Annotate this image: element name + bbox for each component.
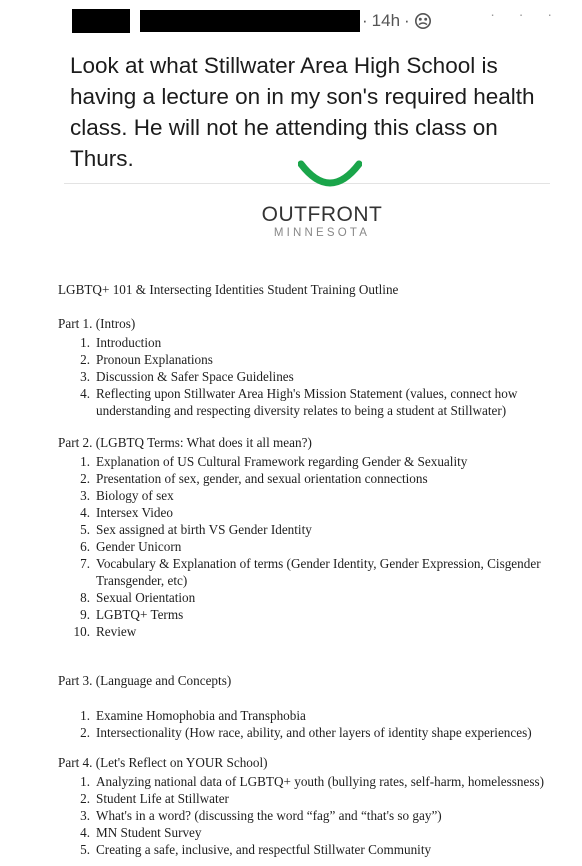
list-item-line: Vocabulary & Explanation of terms (Gender Identity, Gender Expression, Cisgender [96, 556, 541, 571]
list-item-number: 2. [80, 791, 90, 806]
list-item-number: 8. [80, 590, 90, 605]
list-item-number: 4. [80, 386, 90, 401]
list-item-text [96, 521, 578, 538]
list-item-line: Intersex Video [96, 505, 173, 520]
list-item-number: 5. [80, 842, 90, 857]
logo-subtitle: MINNESOTA [273, 227, 371, 239]
list-item-text [96, 385, 578, 419]
list-item [58, 470, 578, 487]
document-title: LGBTQ+ 101 & Intersecting Identities Student Training Outline [58, 282, 399, 297]
list-item-line: Explanation of US Cultural Framework regarding Gender & Sexuality [96, 454, 468, 469]
list-item [58, 707, 578, 724]
list-item-text [96, 351, 578, 368]
post-time[interactable]: 14h [371, 11, 401, 30]
list-item-number: 1. [80, 335, 90, 350]
list-item-number: 6. [80, 539, 90, 554]
list-item-line: Discussion & Safer Space Guidelines [96, 369, 294, 384]
list-item [58, 368, 578, 385]
list-item-text [96, 504, 578, 521]
list-item-number: 2. [80, 725, 90, 740]
list-item-line: Presentation of sex, gender, and sexual orientation connections [96, 471, 428, 486]
list-item-number: 2. [80, 352, 90, 367]
list-item-number: 9. [80, 607, 90, 622]
list-item-line: Introduction [96, 335, 162, 350]
list-item-number: 5. [80, 522, 90, 537]
list-item [58, 334, 578, 351]
list-item-number: 10. [73, 624, 90, 639]
redacted-author-name[interactable] [140, 10, 360, 32]
post-text: Look at what Stillwater Area High School is having a lecture on in my son's required health class. He will not he attending this class on Thurs. [70, 53, 535, 171]
part-heading-2: Part 2. (LGBTQ Terms: What does it all mean?) [58, 435, 312, 450]
list-item [58, 453, 578, 470]
list-item-line: Student Life at Stillwater [96, 791, 229, 806]
list-item-number: 3. [80, 369, 90, 384]
list-item [58, 807, 578, 824]
list-item-text [96, 623, 578, 640]
list-item-number: 1. [80, 454, 90, 469]
list-item-line: Intersectionality (How race, ability, and other layers of identity shape experiences) [96, 725, 532, 740]
list-item [58, 521, 578, 538]
list-item-text [96, 555, 578, 589]
list-item [58, 351, 578, 368]
list-item-continuation: understanding and respecting diversity relates to being a student at Stillwater) [96, 403, 507, 418]
audience-friends-icon[interactable] [414, 12, 432, 30]
list-item-number: 7. [80, 556, 90, 571]
list-item-line: Pronoun Explanations [96, 352, 213, 367]
list-item [58, 623, 578, 640]
list-item-line: LGBTQ+ Terms [96, 607, 184, 622]
list-item-number: 1. [80, 774, 90, 789]
list-item [58, 724, 578, 741]
list-item [58, 487, 578, 504]
list-item-line: Sex assigned at birth VS Gender Identity [96, 522, 312, 537]
list-item [58, 790, 578, 807]
list-item-text [96, 724, 578, 741]
list-item-text [96, 589, 578, 606]
part-heading-3: Part 3. (Language and Concepts) [58, 673, 232, 688]
part-heading-1: Part 1. (Intros) [58, 316, 136, 331]
list-item-number: 3. [80, 808, 90, 823]
list-item-text [96, 841, 578, 858]
list-item [58, 606, 578, 623]
part-heading-4: Part 4. (Let's Reflect on YOUR School) [58, 755, 268, 770]
list-item-number: 4. [80, 505, 90, 520]
outfront-logo-arc-icon [298, 158, 362, 192]
list-item-text [96, 707, 578, 724]
list-item-line: Gender Unicorn [96, 539, 182, 554]
logo-title [0, 203, 582, 227]
logo-title-front: FRONT [307, 203, 383, 226]
list-item-text [96, 487, 578, 504]
list-item [58, 504, 578, 521]
list-item-continuation: Transgender, etc) [96, 573, 188, 588]
post-header [64, 6, 574, 40]
list-item [58, 385, 578, 419]
list-item [58, 824, 578, 841]
list-item-text [96, 773, 578, 790]
more-options-icon[interactable]: · · · [490, 6, 562, 22]
list-item-text [96, 606, 578, 623]
list-item-text [96, 807, 578, 824]
list-item-number: 3. [80, 488, 90, 503]
list-item [58, 773, 578, 790]
list-item-line: Analyzing national data of LGBTQ+ youth (bullying rates, self-harm, homelessness) [96, 774, 545, 789]
list-item-text [96, 824, 578, 841]
list-item-text [96, 790, 578, 807]
list-item-number: 1. [80, 708, 90, 723]
list-item-number: 2. [80, 471, 90, 486]
list-item-line: Review [96, 624, 137, 639]
list-item-text [96, 334, 578, 351]
list-item-line: Creating a safe, inclusive, and respectful Stillwater Community [96, 842, 432, 857]
post-meta: · 14h · [362, 11, 432, 31]
list-item-line: Sexual Orientation [96, 590, 196, 605]
logo-title-out: OUT [261, 203, 308, 226]
list-item-text [96, 368, 578, 385]
list-item-text [96, 470, 578, 487]
list-item-number: 4. [80, 825, 90, 840]
list-item [58, 589, 578, 606]
list-item [58, 538, 578, 555]
list-item-line: Examine Homophobia and Transphobia [96, 708, 306, 723]
redacted-avatar [72, 9, 130, 33]
list-item-line: Biology of sex [96, 488, 174, 503]
list-item-line: MN Student Survey [96, 825, 202, 840]
list-item-line: Reflecting upon Stillwater Area High's Mission Statement (values, connect how [96, 386, 518, 401]
list-item-text [96, 538, 578, 555]
list-item [58, 555, 578, 589]
list-item-line: What's in a word? (discussing the word “fag” and “that's so gay”) [96, 808, 442, 823]
list-item-text [96, 453, 578, 470]
list-item [58, 841, 578, 858]
